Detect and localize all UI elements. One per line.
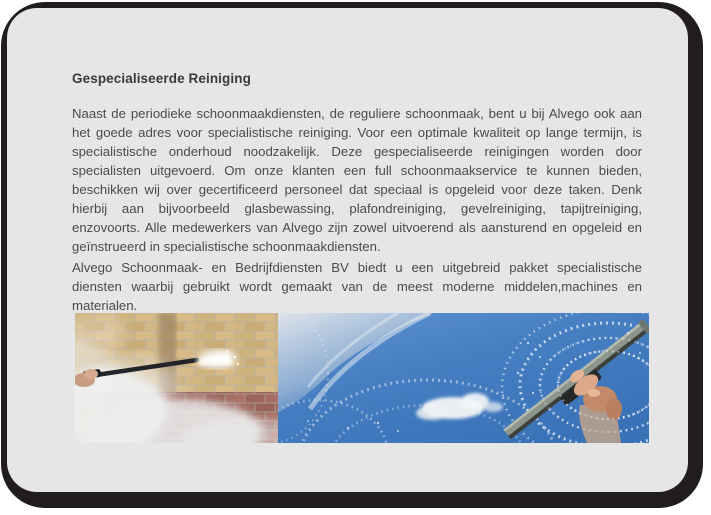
photo-strip — [75, 313, 649, 443]
photo-pressure-washing-brick-wall — [75, 313, 278, 443]
intro-paragraph: Naast de periodieke schoonmaakdiensten, de reguliere schoonmaak, bent u bij Alvego ook aan het goede adres voor specialistische reiniging. Voor een optimale kwaliteit op lange termijn, is specialistische onderhoud noodzakelijk. Deze gespecialiseerde reinigingen worden door specialisten uitgevoerd. Om onze klanten een full schoonmaakservice te kunnen bieden, beschikken wij over gecertificeerd personeel dat speciaal is opgeleid voor deze taken. Denk hierbij aan bijvoorbeeld glasbewassing, plafondreiniging, gevelreiniging, tapijtreiniging, enzovoorts. Alle medewerkers van Alvego zijn zowel uitvoerend als aansturend en opgeleid en geïnstrueerd in specialistische schoonmaakdiensten. — [72, 106, 642, 254]
photo-window-squeegee-cleaning — [278, 313, 649, 443]
page-title: Gespecialiseerde Reiniging — [72, 71, 251, 87]
content-card — [7, 8, 688, 492]
closing-paragraph: Alvego Schoonmaak- en Bedrijfdiensten BV biedt u een uitgebreid pakket specialistische diensten waarbij gebruikt wordt gemaakt van de meest moderne middelen,machines en materialen. — [72, 260, 642, 313]
